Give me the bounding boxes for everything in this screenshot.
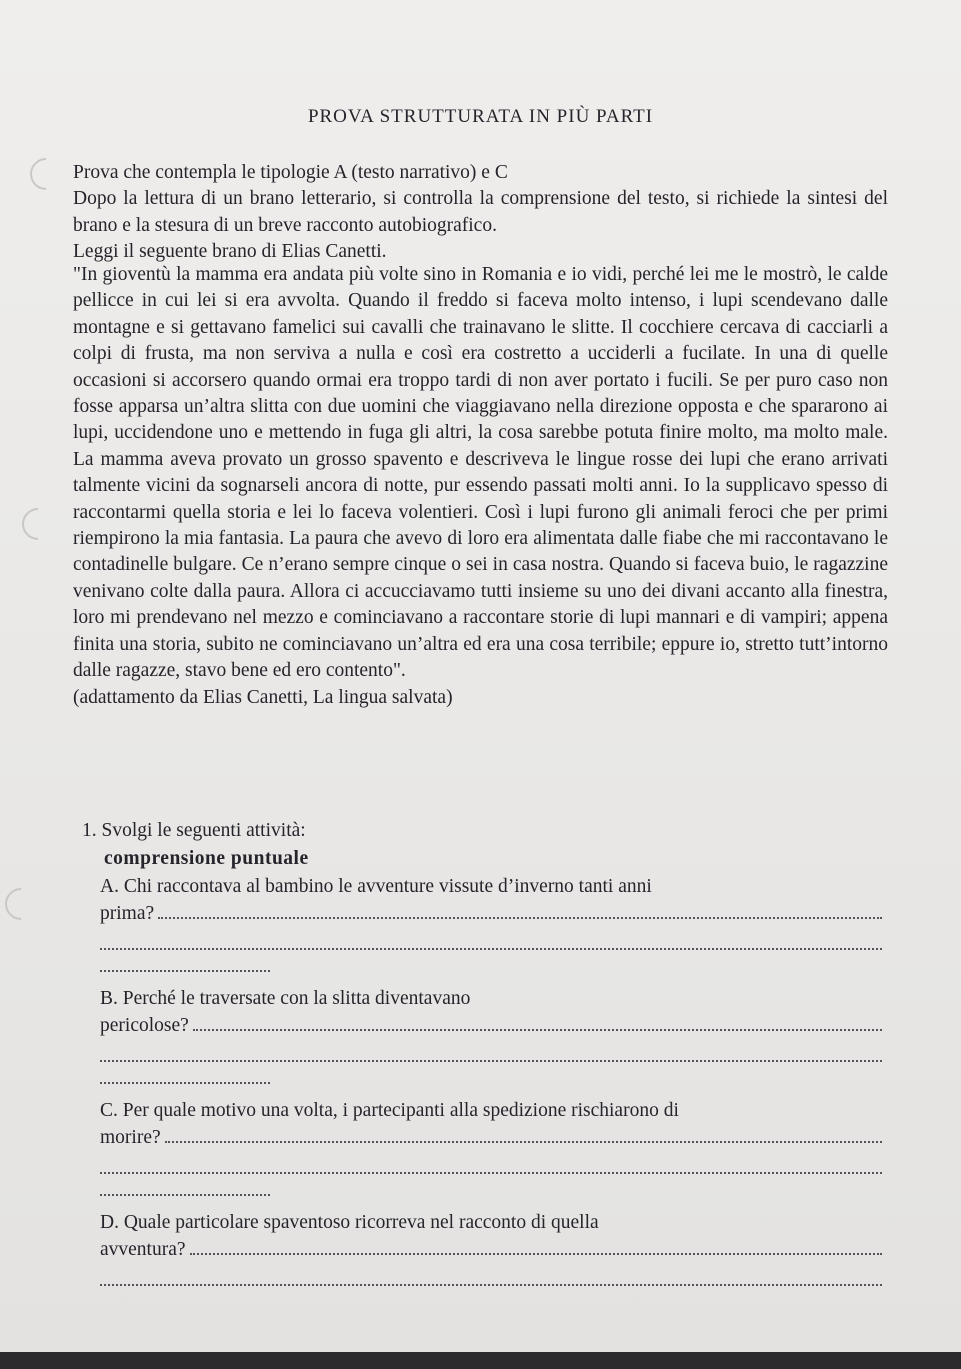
answer-line[interactable] [100, 1264, 882, 1286]
passage-text: "In gioventù la mamma era andata più volte sino in Romania e io vidi, perché lei me le mostrò, le calde pellicce in cui lei si era avvolta. Quando il freddo si faceva molto intenso, i lupi scendevano dalle montagne e si gettavano famelici sui cavalli che trainavano le slitte. Il cocchiere cercava di cacciarli a colpi di frusta, ma non serviva a nulla e così era costretto a ucciderli a fucilate. In una di quelle occasioni si accorsero quando ormai era troppo tardi di non aver portato i fucili. Se per puro caso non fosse apparsa un’altra slitta con due uomini che viaggiavano nella direzione opposta e che spararono ai lupi, uccidendone uno e mettendo in fuga gli altri, la cosa sarebbe potuta finire molto, ma molto male. La mamma aveva provato un grosso spavento e descriveva le lingue rosse dei lupi che erano arrivati talmente vicini da sognarseli ancora di notte, pur essendo passati molti anni. Io la supplicavo spesso di raccontarmi quella storia e lei lo faceva volentieri. Così i lupi furono gli animali feroci che per primi riempirono la mia fantasia. La paura che avevo di loro era alimentata dalle fiabe che mi raccontavano le contadinelle bulgare. Ce n’erano sempre cinque o sei in casa nostra. Quando si faceva buio, le ragazzine venivano colte dalla paura. Allora ci accucciavamo tutti insieme su uno dei divani accanto alla finestra, loro mi prendevano nel mezzo e cominciavano a raccontare storie di lupi mannari e di vampiri; appena finita una storia, subito ne cominciavano un’altra ed era una cosa terribile; eppure io, stretto tutt’intorno dalle ragazze, stavo bene ed ero contento". [73, 264, 888, 682]
question-text: prima? [100, 903, 155, 924]
section-label: comprensione puntuale [104, 848, 309, 869]
page-title: PROVA STRUTTURATA IN PIÙ PARTI [307, 106, 654, 127]
answer-line[interactable] [193, 1013, 882, 1031]
question-d [100, 1210, 882, 1286]
answer-line[interactable] [100, 1062, 270, 1084]
question-text: C. Per quale motivo una volta, i partecipanti alla spedizione rischiarono di [100, 1100, 679, 1121]
background-edge [0, 1352, 961, 1369]
question-c [100, 1098, 882, 1196]
answer-line[interactable] [190, 1237, 882, 1255]
question-text: avventura? [100, 1239, 186, 1260]
question-text: A. Chi raccontava al bambino le avventure vissute d’inverno tanti anni [100, 876, 652, 897]
answer-line[interactable] [165, 1125, 882, 1143]
answer-line[interactable] [158, 901, 882, 919]
intro-instruction: Leggi il seguente brano di Elias Canetti. [73, 241, 387, 263]
question-text: morire? [100, 1127, 161, 1148]
intro-block [73, 160, 888, 266]
activities-heading: 1. Svolgi le seguenti attività: [82, 820, 306, 841]
answer-line[interactable] [100, 1174, 270, 1196]
passage-source: (adattamento da Elias Canetti, La lingua salvata) [73, 686, 453, 708]
activities-section [82, 820, 882, 1294]
question-text: D. Quale particolare spaventoso ricorreva nel racconto di quella [100, 1212, 599, 1233]
answer-line[interactable] [100, 928, 882, 950]
question-text: pericolose? [100, 1015, 189, 1036]
intro-typology: Prova che contempla le tipologie A (testo narrativo) e C [73, 162, 508, 183]
passage-block [73, 262, 888, 711]
question-a [100, 874, 882, 972]
question-text: B. Perché le traversate con la slitta diventavano [100, 988, 471, 1009]
question-b [100, 986, 882, 1084]
intro-description: Dopo la lettura di un brano letterario, si controlla la comprensione del testo, si richiede la sintesi del brano e la stesura di un breve racconto autobiografico. [73, 188, 888, 236]
answer-line[interactable] [100, 1040, 882, 1062]
answer-line[interactable] [100, 950, 270, 972]
answer-line[interactable] [100, 1152, 882, 1174]
